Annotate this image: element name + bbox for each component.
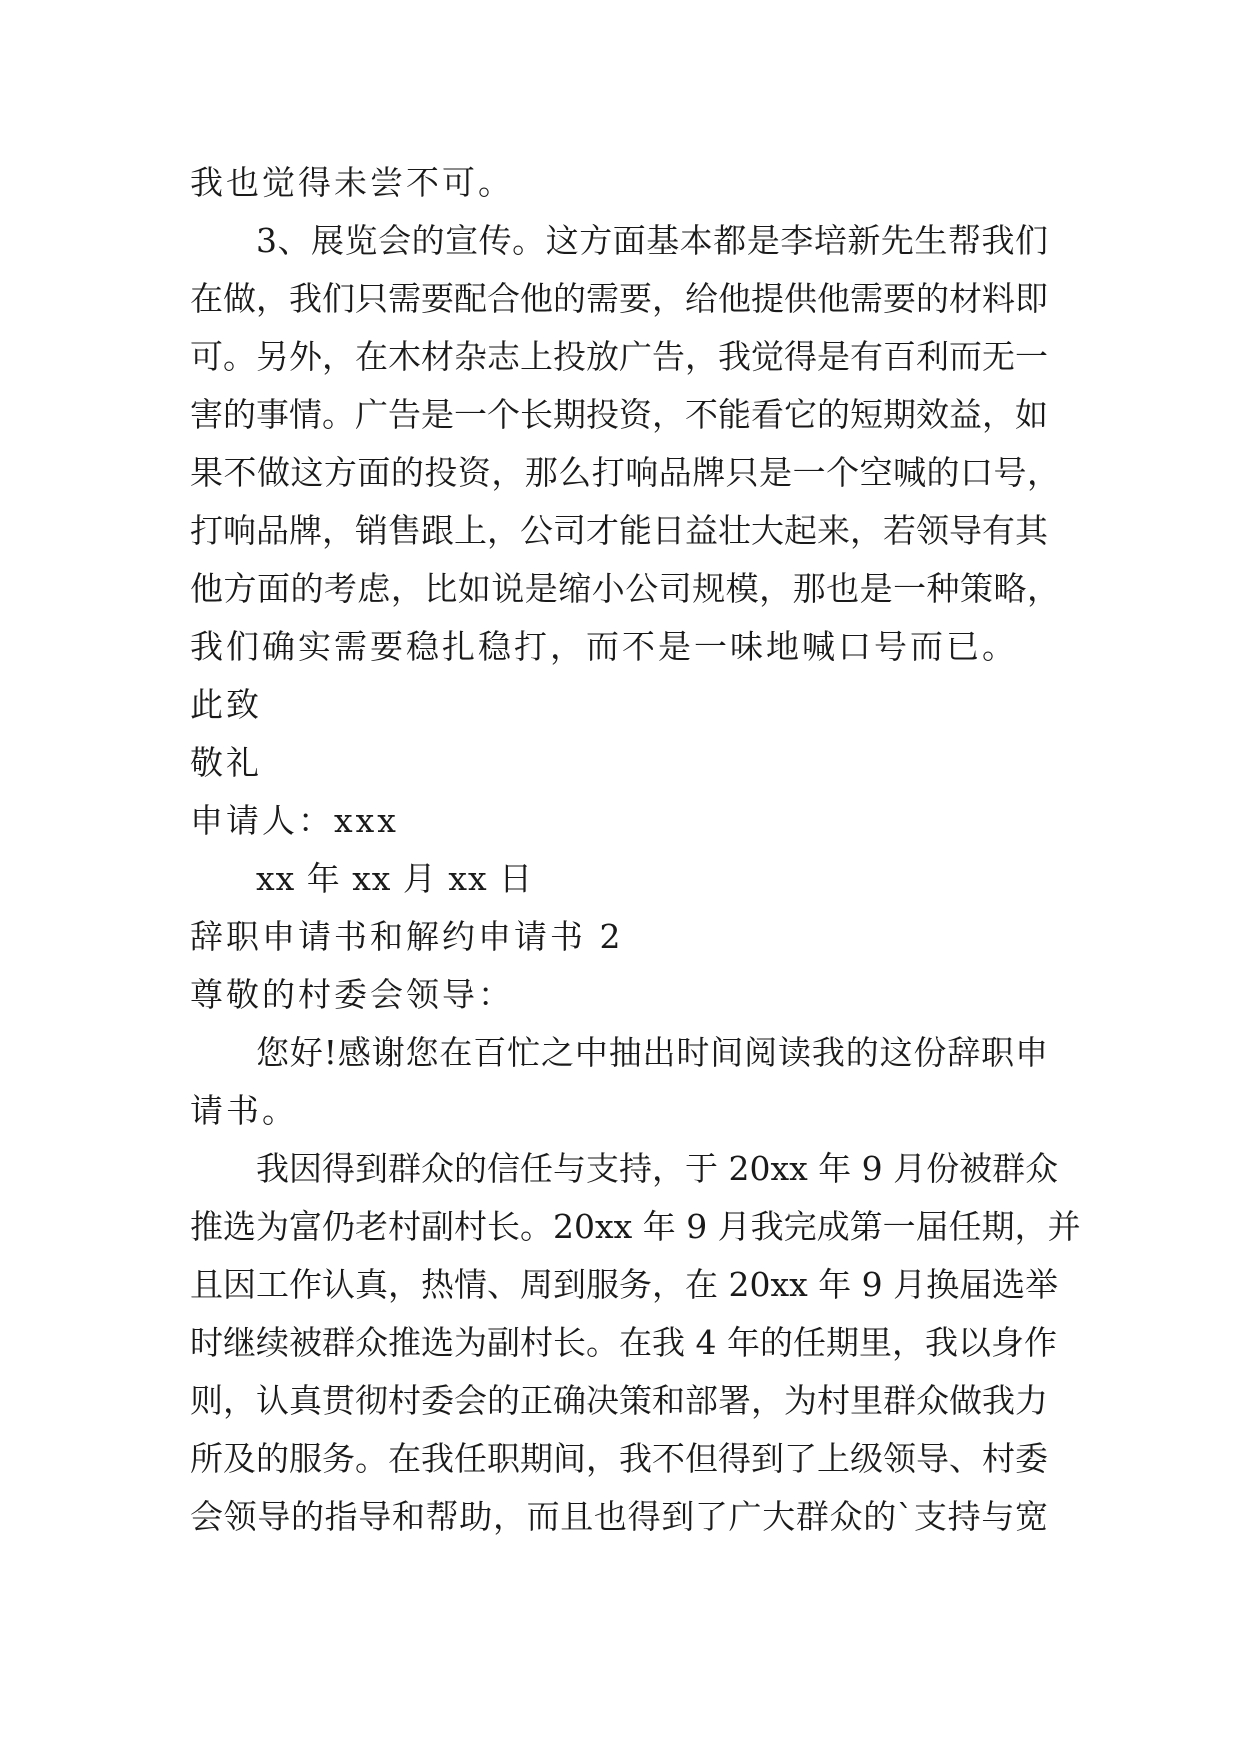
closing-salutation: 此致 <box>190 685 262 724</box>
text-line: 推选为富仍老村副村长。20xx 年 9 月我完成第一届任期，并 <box>190 1207 1081 1246</box>
applicant-signature: 申请人：xxx <box>190 801 399 840</box>
text-line: 您好!感谢您在百忙之中抽出时间阅读我的这份辞职申 <box>256 1033 1048 1072</box>
text-line: 会领导的指导和帮助，而且也得到了广大群众的`支持与宽 <box>190 1497 1048 1536</box>
text-line: 请书。 <box>190 1091 298 1130</box>
section-title: 辞职申请书和解约申请书 2 <box>190 917 624 956</box>
text-line: 则，认真贯彻村委会的正确决策和部署，为村里群众做我力 <box>190 1381 1048 1420</box>
text-line: 他方面的考虑，比如说是缩小公司规模，那也是一种策略， <box>190 569 1060 608</box>
date-line: xx 年 xx 月 xx 日 <box>256 859 534 898</box>
text-line: 果不做这方面的投资，那么打响品牌只是一个空喊的口号， <box>190 453 1060 492</box>
text-line: 3、展览会的宣传。这方面基本都是李培新先生帮我们 <box>256 221 1048 260</box>
text-line: 我也觉得未尝不可。 <box>190 163 514 202</box>
text-line: 我因得到群众的信任与支持，于 20xx 年 9 月份被群众 <box>256 1149 1059 1188</box>
text-line: 所及的服务。在我任职期间，我不但得到了上级领导、村委 <box>190 1439 1048 1478</box>
text-line: 害的事情。广告是一个长期投资，不能看它的短期效益，如 <box>190 395 1048 434</box>
text-line: 可。另外，在木材杂志上投放广告，我觉得是有百利而无一 <box>190 337 1048 376</box>
text-line: 时继续被群众推选为副村长。在我 4 年的任期里，我以身作 <box>190 1323 1057 1362</box>
text-line: 且因工作认真，热情、周到服务，在 20xx 年 9 月换届选举 <box>190 1265 1059 1304</box>
closing-regards: 敬礼 <box>190 743 262 782</box>
text-line: 在做，我们只需要配合他的需要，给他提供他需要的材料即 <box>190 279 1048 318</box>
greeting: 尊敬的村委会领导： <box>190 975 514 1014</box>
text-line: 我们确实需要稳扎稳打，而不是一味地喊口号而已。 <box>190 627 1018 666</box>
text-line: 打响品牌，销售跟上，公司才能日益壮大起来，若领导有其 <box>190 511 1048 550</box>
